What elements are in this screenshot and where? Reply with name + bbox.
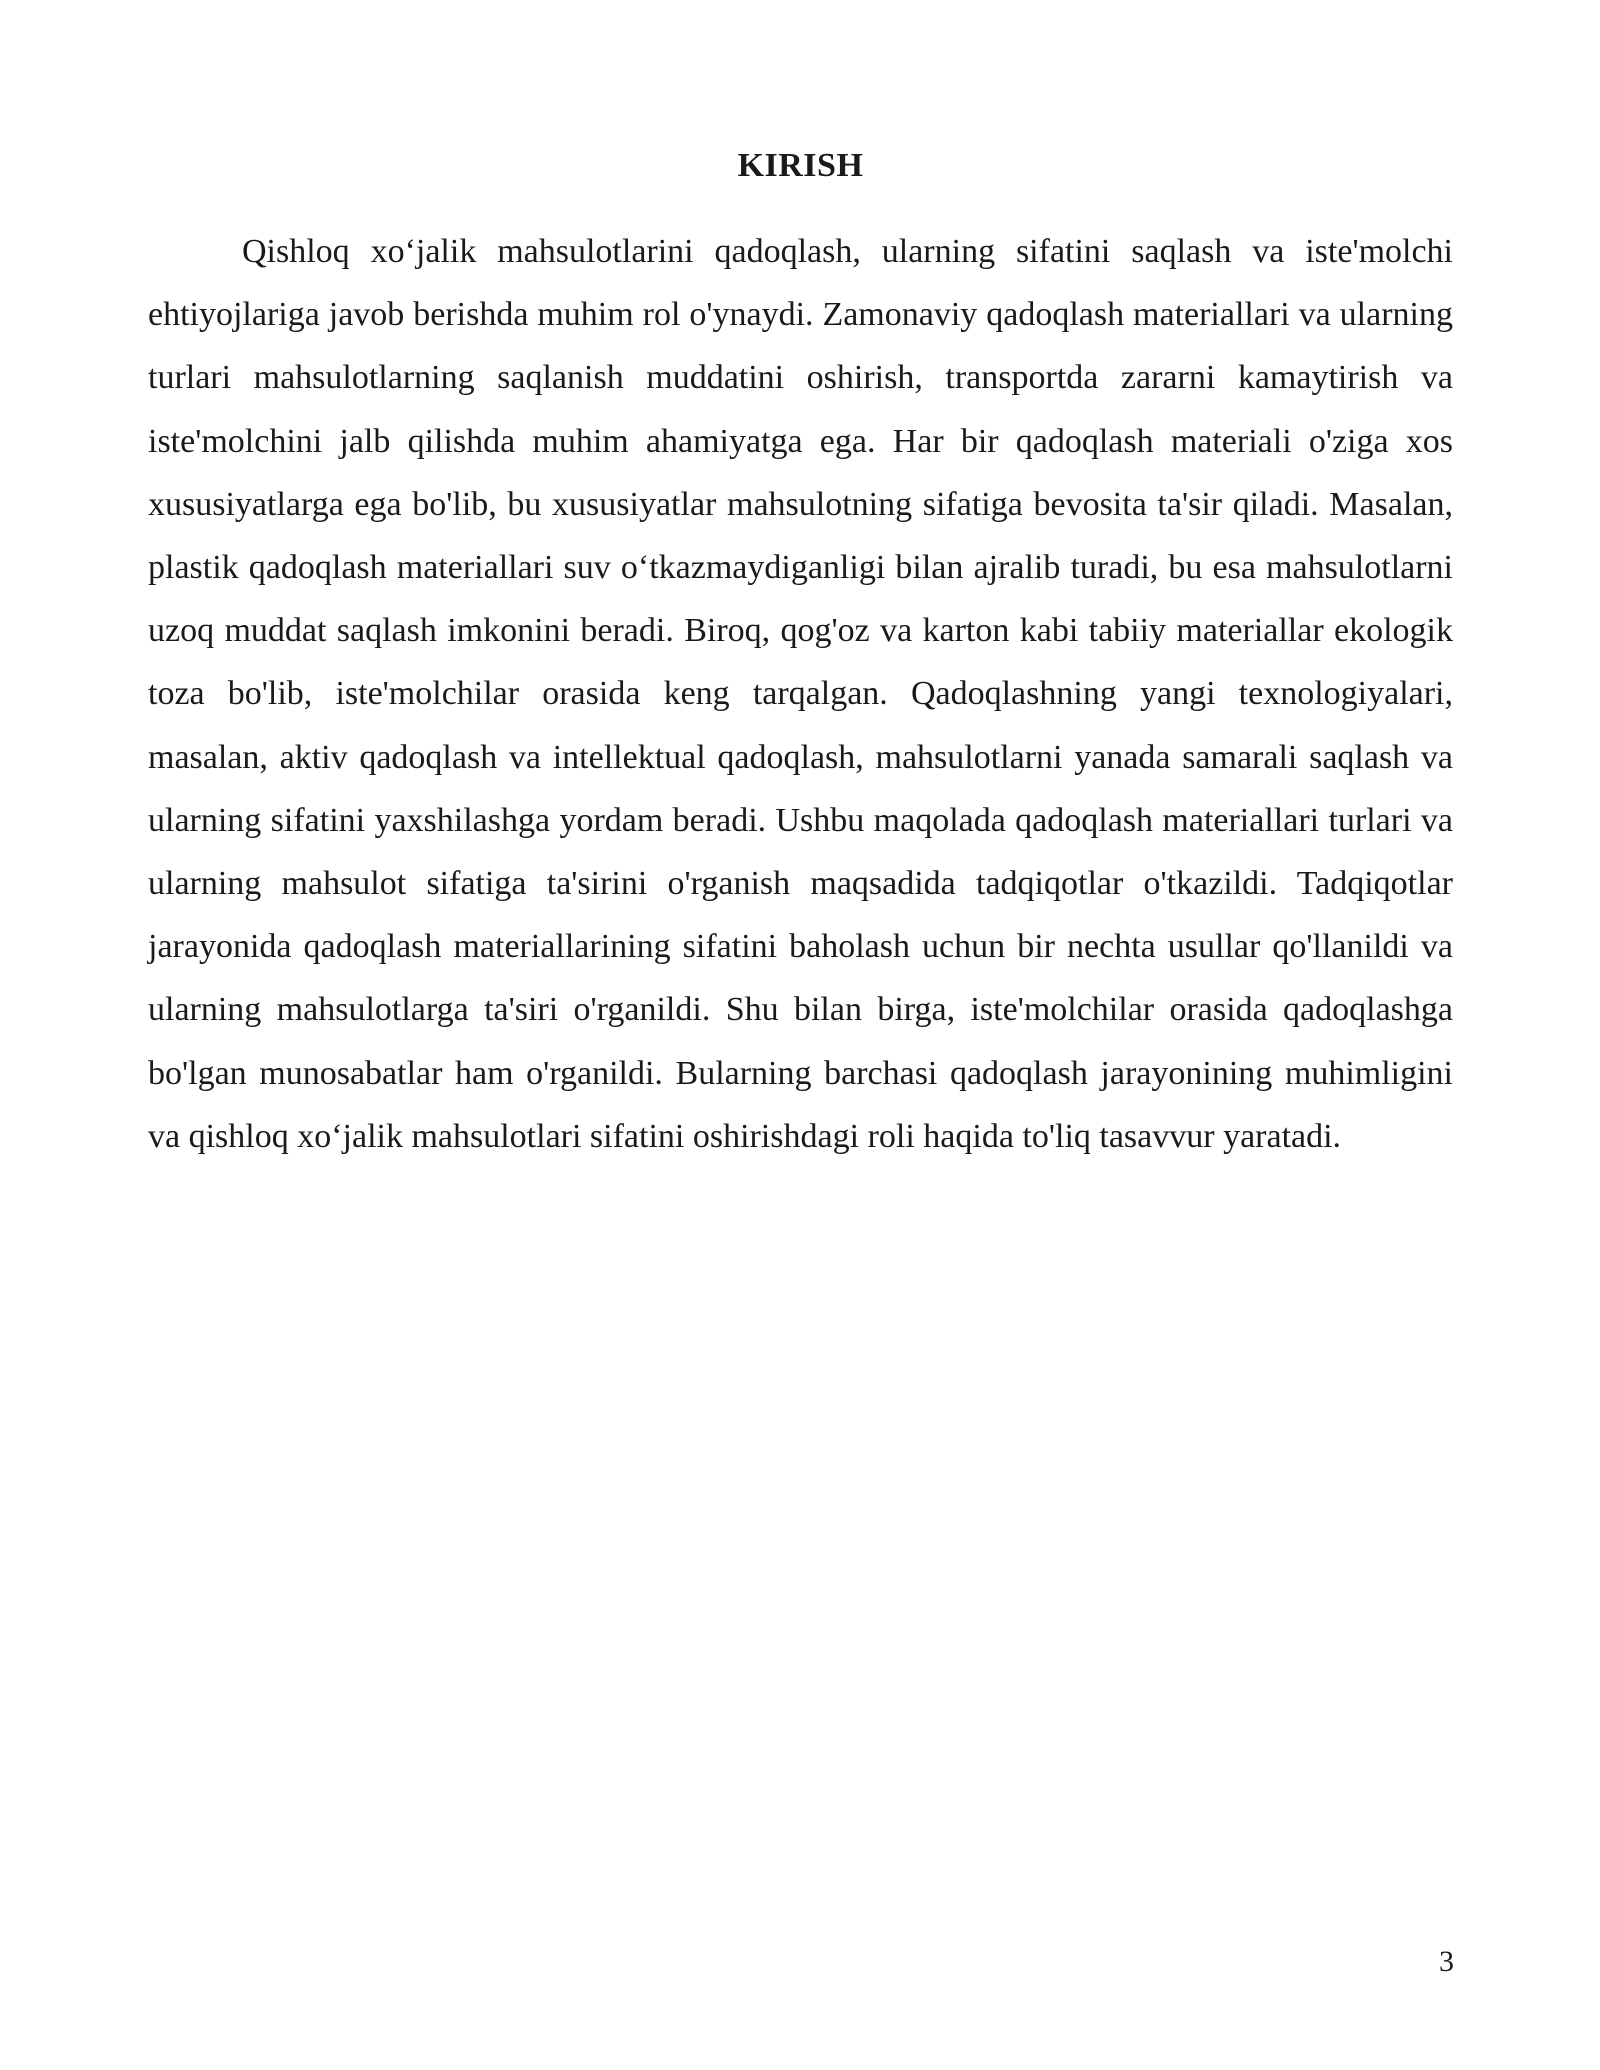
body-paragraph: Qishloq xo‘jalik mahsulotlarini qadoqlash, ularning sifatini saqlash va iste'molchi ehtiyojlariga javob berishda muhim rol o'ynaydi. Zamonaviy qadoqlash materiallari va ularning turlari mahsulotlarning saqlanish muddatini oshirish, transportda zararni kamaytirish va iste'molchini jalb qilishda muhim ahamiyatga ega. Har bir qadoqlash materiali o'ziga xos xususiyatlarga ega bo'lib, bu xususiyatlar mahsulotning sifatiga bevosita ta'sir qiladi. Masalan, plastik qadoqlash materiallari suv o‘tkazmaydiganligi bilan ajralib turadi, bu esa mahsulotlarni uzoq muddat saqlash imkonini beradi. Biroq, qog'oz va karton kabi tabiiy materiallar ekologik toza bo'lib, iste'molchilar orasida keng tarqalgan. Qadoqlashning yangi texnologiyalari, masalan, aktiv qadoqlash va intellektual qadoqlash, mahsulotlarni yanada samarali saqlash va ularning sifatini yaxshilashga yordam beradi. Ushbu maqolada qadoqlash materiallari turlari va ularning mahsulot sifatiga ta'sirini o'rganish maqsadida tadqiqotlar o'tkazildi. Tadqiqotlar jarayonida qadoqlash materiallarining sifatini baholash uchun bir nechta usullar qo'llanildi va ularning mahsulotlarga ta'siri o'rganildi. Shu bilan birga, iste'molchilar orasida qadoqlashga bo'lgan munosabatlar ham o'rganildi. Bularning barchasi qadoqlash jarayonining muhimligini va qishloq xo‘jalik mahsulotlari sifatini oshirishdagi roli haqida to'liq tasavvur yaratadi. xyxy=(148,233,1453,1155)
section-title: KIRISH xyxy=(737,147,864,184)
page-number: 3 xyxy=(1439,1945,1454,1978)
